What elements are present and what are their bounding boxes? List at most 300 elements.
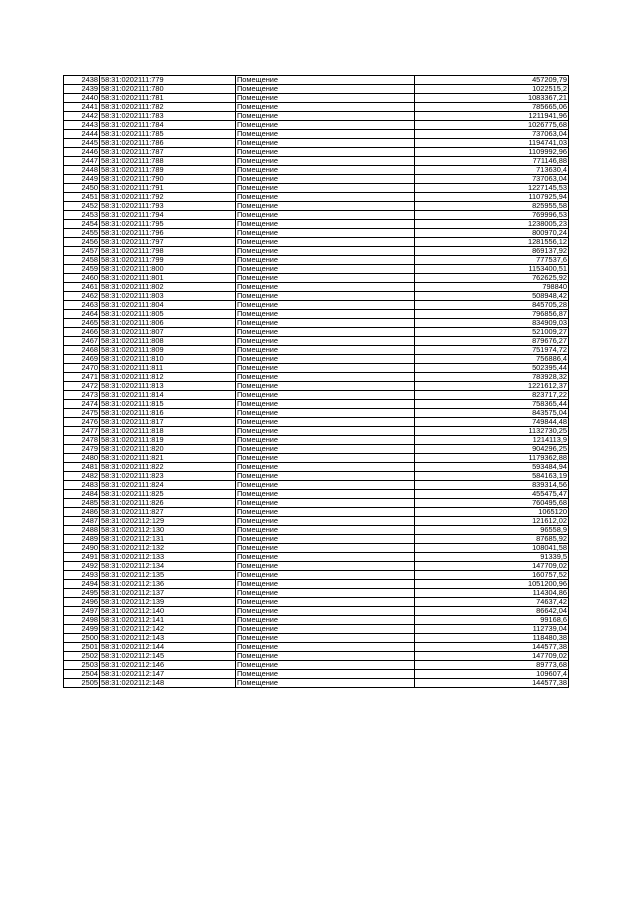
- row-number-cell: 2497: [64, 607, 100, 616]
- cadastral-number-cell: 58:31:0202111:812: [100, 373, 236, 382]
- row-number-cell: 2483: [64, 481, 100, 490]
- object-type-cell: Помещение: [236, 211, 415, 220]
- table-row: [64, 229, 569, 238]
- object-type-cell: Помещение: [236, 76, 415, 85]
- object-type-cell: Помещение: [236, 247, 415, 256]
- cadastral-value-cell: 87685,92: [415, 535, 569, 544]
- object-type-cell: Помещение: [236, 202, 415, 211]
- row-number-cell: 2502: [64, 652, 100, 661]
- row-number-cell: 2478: [64, 436, 100, 445]
- cadastral-number-cell: 58:31:0202112:134: [100, 562, 236, 571]
- row-number-cell: 2490: [64, 544, 100, 553]
- cadastral-value-cell: 1109992,96: [415, 148, 569, 157]
- cadastral-value-cell: 1026775,68: [415, 121, 569, 130]
- object-type-cell: Помещение: [236, 427, 415, 436]
- cadastral-value-cell: 1211941,96: [415, 112, 569, 121]
- object-type-cell: Помещение: [236, 319, 415, 328]
- cadastral-number-cell: 58:31:0202112:147: [100, 670, 236, 679]
- table-row: [64, 427, 569, 436]
- row-number-cell: 2500: [64, 634, 100, 643]
- cadastral-value-cell: 121612,02: [415, 517, 569, 526]
- cadastral-number-cell: 58:31:0202111:779: [100, 76, 236, 85]
- cadastral-number-cell: 58:31:0202112:136: [100, 580, 236, 589]
- table-row: [64, 247, 569, 256]
- cadastral-number-cell: 58:31:0202111:808: [100, 337, 236, 346]
- row-number-cell: 2449: [64, 175, 100, 184]
- object-type-cell: Помещение: [236, 409, 415, 418]
- object-type-cell: Помещение: [236, 634, 415, 643]
- object-type-cell: Помещение: [236, 544, 415, 553]
- table-row: [64, 310, 569, 319]
- table-row: [64, 373, 569, 382]
- cadastral-value-cell: 737063,04: [415, 175, 569, 184]
- table-body: [64, 76, 569, 688]
- table-row: [64, 292, 569, 301]
- cadastral-number-cell: 58:31:0202111:826: [100, 499, 236, 508]
- table-row: [64, 661, 569, 670]
- cadastral-value-cell: 1051200,96: [415, 580, 569, 589]
- object-type-cell: Помещение: [236, 499, 415, 508]
- cadastral-value-cell: 1179362,88: [415, 454, 569, 463]
- cadastral-value-cell: 109607,4: [415, 670, 569, 679]
- row-number-cell: 2443: [64, 121, 100, 130]
- table-row: [64, 499, 569, 508]
- cadastral-number-cell: 58:31:0202111:816: [100, 409, 236, 418]
- cadastral-value-cell: 760495,68: [415, 499, 569, 508]
- cadastral-value-cell: 800970,24: [415, 229, 569, 238]
- cadastral-number-cell: 58:31:0202112:145: [100, 652, 236, 661]
- object-type-cell: Помещение: [236, 301, 415, 310]
- row-number-cell: 2451: [64, 193, 100, 202]
- cadastral-value-cell: 86642,04: [415, 607, 569, 616]
- row-number-cell: 2455: [64, 229, 100, 238]
- row-number-cell: 2505: [64, 679, 100, 688]
- cadastral-number-cell: 58:31:0202111:791: [100, 184, 236, 193]
- row-number-cell: 2463: [64, 301, 100, 310]
- row-number-cell: 2454: [64, 220, 100, 229]
- row-number-cell: 2450: [64, 184, 100, 193]
- cadastral-number-cell: 58:31:0202111:788: [100, 157, 236, 166]
- table-row: [64, 598, 569, 607]
- row-number-cell: 2474: [64, 400, 100, 409]
- table-row: [64, 211, 569, 220]
- cadastral-number-cell: 58:31:0202112:148: [100, 679, 236, 688]
- cadastral-value-cell: 147709,02: [415, 652, 569, 661]
- row-number-cell: 2485: [64, 499, 100, 508]
- cadastral-number-cell: 58:31:0202112:135: [100, 571, 236, 580]
- cadastral-number-cell: 58:31:0202111:807: [100, 328, 236, 337]
- cadastral-value-cell: 713630,4: [415, 166, 569, 175]
- object-type-cell: Помещение: [236, 526, 415, 535]
- cadastral-value-cell: 758365,44: [415, 400, 569, 409]
- cadastral-value-cell: 118480,38: [415, 634, 569, 643]
- object-type-cell: Помещение: [236, 463, 415, 472]
- row-number-cell: 2480: [64, 454, 100, 463]
- table-row: [64, 166, 569, 175]
- cadastral-value-cell: 1194741,03: [415, 139, 569, 148]
- cadastral-value-cell: 737063,04: [415, 130, 569, 139]
- table-row: [64, 652, 569, 661]
- cadastral-value-cell: 74637,42: [415, 598, 569, 607]
- row-number-cell: 2459: [64, 265, 100, 274]
- cadastral-value-cell: 144577,38: [415, 679, 569, 688]
- cadastral-value-cell: 112739,04: [415, 625, 569, 634]
- row-number-cell: 2460: [64, 274, 100, 283]
- row-number-cell: 2498: [64, 616, 100, 625]
- cadastral-value-cell: 845705,28: [415, 301, 569, 310]
- row-number-cell: 2492: [64, 562, 100, 571]
- cadastral-number-cell: 58:31:0202111:782: [100, 103, 236, 112]
- cadastral-value-cell: 89773,68: [415, 661, 569, 670]
- table-row: [64, 139, 569, 148]
- cadastral-number-cell: 58:31:0202111:815: [100, 400, 236, 409]
- cadastral-value-cell: 769996,53: [415, 211, 569, 220]
- table-row: [64, 634, 569, 643]
- cadastral-value-cell: 147709,02: [415, 562, 569, 571]
- table-row: [64, 562, 569, 571]
- table-row: [64, 220, 569, 229]
- cadastral-number-cell: 58:31:0202111:787: [100, 148, 236, 157]
- object-type-cell: Помещение: [236, 238, 415, 247]
- object-type-cell: Помещение: [236, 112, 415, 121]
- cadastral-value-cell: 751974,72: [415, 346, 569, 355]
- row-number-cell: 2469: [64, 355, 100, 364]
- table-row: [64, 607, 569, 616]
- table-row: [64, 328, 569, 337]
- row-number-cell: 2461: [64, 283, 100, 292]
- table-row: [64, 94, 569, 103]
- table-row: [64, 301, 569, 310]
- object-type-cell: Помещение: [236, 436, 415, 445]
- cadastral-number-cell: 58:31:0202112:130: [100, 526, 236, 535]
- object-type-cell: Помещение: [236, 670, 415, 679]
- table-row: [64, 472, 569, 481]
- table-row: [64, 184, 569, 193]
- table-row: [64, 643, 569, 652]
- cadastral-number-cell: 58:31:0202112:143: [100, 634, 236, 643]
- table-row: [64, 400, 569, 409]
- table-row: [64, 283, 569, 292]
- table-row: [64, 553, 569, 562]
- row-number-cell: 2484: [64, 490, 100, 499]
- cadastral-value-cell: 823717,22: [415, 391, 569, 400]
- row-number-cell: 2495: [64, 589, 100, 598]
- table-row: [64, 490, 569, 499]
- cadastral-value-cell: 834909,03: [415, 319, 569, 328]
- cadastral-value-cell: 593484,94: [415, 463, 569, 472]
- cadastral-number-cell: 58:31:0202111:804: [100, 301, 236, 310]
- cadastral-number-cell: 58:31:0202111:784: [100, 121, 236, 130]
- object-type-cell: Помещение: [236, 481, 415, 490]
- object-type-cell: Помещение: [236, 454, 415, 463]
- row-number-cell: 2487: [64, 517, 100, 526]
- table-row: [64, 355, 569, 364]
- row-number-cell: 2481: [64, 463, 100, 472]
- row-number-cell: 2471: [64, 373, 100, 382]
- cadastral-number-cell: 58:31:0202111:827: [100, 508, 236, 517]
- object-type-cell: Помещение: [236, 643, 415, 652]
- cadastral-value-cell: 904296,25: [415, 445, 569, 454]
- object-type-cell: Помещение: [236, 193, 415, 202]
- cadastral-number-cell: 58:31:0202111:821: [100, 454, 236, 463]
- table-row: [64, 274, 569, 283]
- cadastral-value-cell: 144577,38: [415, 643, 569, 652]
- cadastral-value-cell: 783928,32: [415, 373, 569, 382]
- object-type-cell: Помещение: [236, 328, 415, 337]
- cadastral-number-cell: 58:31:0202111:813: [100, 382, 236, 391]
- cadastral-value-cell: 1132730,25: [415, 427, 569, 436]
- object-type-cell: Помещение: [236, 130, 415, 139]
- cadastral-value-cell: 1281556,12: [415, 238, 569, 247]
- cadastral-number-cell: 58:31:0202111:818: [100, 427, 236, 436]
- cadastral-value-cell: 879676,27: [415, 337, 569, 346]
- cadastral-number-cell: 58:31:0202111:792: [100, 193, 236, 202]
- row-number-cell: 2456: [64, 238, 100, 247]
- table-row: [64, 337, 569, 346]
- cadastral-value-cell: 1022515,2: [415, 85, 569, 94]
- cadastral-value-cell: 502395,44: [415, 364, 569, 373]
- table-row: [64, 679, 569, 688]
- cadastral-number-cell: 58:31:0202112:142: [100, 625, 236, 634]
- table-row: [64, 535, 569, 544]
- object-type-cell: Помещение: [236, 571, 415, 580]
- object-type-cell: Помещение: [236, 607, 415, 616]
- row-number-cell: 2467: [64, 337, 100, 346]
- object-type-cell: Помещение: [236, 220, 415, 229]
- table-row: [64, 175, 569, 184]
- cadastral-number-cell: 58:31:0202111:820: [100, 445, 236, 454]
- object-type-cell: Помещение: [236, 373, 415, 382]
- object-type-cell: Помещение: [236, 580, 415, 589]
- cadastral-number-cell: 58:31:0202111:823: [100, 472, 236, 481]
- object-type-cell: Помещение: [236, 139, 415, 148]
- table-row: [64, 202, 569, 211]
- object-type-cell: Помещение: [236, 265, 415, 274]
- row-number-cell: 2503: [64, 661, 100, 670]
- object-type-cell: Помещение: [236, 337, 415, 346]
- cadastral-value-cell: 777537,6: [415, 256, 569, 265]
- row-number-cell: 2448: [64, 166, 100, 175]
- table-row: [64, 454, 569, 463]
- cadastral-value-cell: 455475,47: [415, 490, 569, 499]
- table-row: [64, 616, 569, 625]
- cadastral-number-cell: 58:31:0202111:817: [100, 418, 236, 427]
- table-row: [64, 364, 569, 373]
- table-row: [64, 382, 569, 391]
- cadastral-number-cell: 58:31:0202111:814: [100, 391, 236, 400]
- table-row: [64, 418, 569, 427]
- object-type-cell: Помещение: [236, 364, 415, 373]
- cadastral-value-cell: 1083367,21: [415, 94, 569, 103]
- cadastral-value-cell: 1107925,94: [415, 193, 569, 202]
- cadastral-number-cell: 58:31:0202111:811: [100, 364, 236, 373]
- object-type-cell: Помещение: [236, 292, 415, 301]
- cadastral-value-cell: 762625,92: [415, 274, 569, 283]
- cadastral-number-cell: 58:31:0202111:790: [100, 175, 236, 184]
- cadastral-number-cell: 58:31:0202112:146: [100, 661, 236, 670]
- table-row: [64, 157, 569, 166]
- cadastral-number-cell: 58:31:0202111:781: [100, 94, 236, 103]
- object-type-cell: Помещение: [236, 229, 415, 238]
- cadastral-number-cell: 58:31:0202111:810: [100, 355, 236, 364]
- row-number-cell: 2444: [64, 130, 100, 139]
- cadastral-number-cell: 58:31:0202111:794: [100, 211, 236, 220]
- object-type-cell: Помещение: [236, 310, 415, 319]
- table-row: [64, 85, 569, 94]
- cadastral-value-cell: 839314,56: [415, 481, 569, 490]
- cadastral-number-cell: 58:31:0202111:809: [100, 346, 236, 355]
- cadastral-number-cell: 58:31:0202111:780: [100, 85, 236, 94]
- cadastral-number-cell: 58:31:0202111:806: [100, 319, 236, 328]
- cadastral-number-cell: 58:31:0202111:824: [100, 481, 236, 490]
- row-number-cell: 2452: [64, 202, 100, 211]
- table-row: [64, 589, 569, 598]
- object-type-cell: Помещение: [236, 589, 415, 598]
- table-row: [64, 346, 569, 355]
- cadastral-number-cell: 58:31:0202112:141: [100, 616, 236, 625]
- row-number-cell: 2462: [64, 292, 100, 301]
- table-row: [64, 544, 569, 553]
- cadastral-value-cell: 99168,6: [415, 616, 569, 625]
- cadastral-number-cell: 58:31:0202112:140: [100, 607, 236, 616]
- table-row: [64, 508, 569, 517]
- table-row: [64, 112, 569, 121]
- object-type-cell: Помещение: [236, 661, 415, 670]
- row-number-cell: 2488: [64, 526, 100, 535]
- row-number-cell: 2491: [64, 553, 100, 562]
- cadastral-value-cell: 869137,92: [415, 247, 569, 256]
- cadastral-value-cell: 584163,19: [415, 472, 569, 481]
- cadastral-value-cell: 756886,4: [415, 355, 569, 364]
- cadastral-number-cell: 58:31:0202112:129: [100, 517, 236, 526]
- row-number-cell: 2486: [64, 508, 100, 517]
- table-row: [64, 121, 569, 130]
- object-type-cell: Помещение: [236, 517, 415, 526]
- row-number-cell: 2477: [64, 427, 100, 436]
- cadastral-number-cell: 58:31:0202111:800: [100, 265, 236, 274]
- cadastral-value-cell: 108041,58: [415, 544, 569, 553]
- table-row: [64, 130, 569, 139]
- row-number-cell: 2439: [64, 85, 100, 94]
- cadastral-value-cell: 521009,27: [415, 328, 569, 337]
- object-type-cell: Помещение: [236, 616, 415, 625]
- table-row: [64, 193, 569, 202]
- object-type-cell: Помещение: [236, 175, 415, 184]
- object-type-cell: Помещение: [236, 391, 415, 400]
- table-row: [64, 256, 569, 265]
- object-type-cell: Помещение: [236, 157, 415, 166]
- object-type-cell: Помещение: [236, 103, 415, 112]
- cadastral-number-cell: 58:31:0202112:137: [100, 589, 236, 598]
- cadastral-value-cell: 825955,58: [415, 202, 569, 211]
- cadastral-number-cell: 58:31:0202111:789: [100, 166, 236, 175]
- cadastral-number-cell: 58:31:0202111:797: [100, 238, 236, 247]
- row-number-cell: 2470: [64, 364, 100, 373]
- cadastral-value-cell: 749844,48: [415, 418, 569, 427]
- cadastral-number-cell: 58:31:0202111:822: [100, 463, 236, 472]
- object-type-cell: Помещение: [236, 346, 415, 355]
- row-number-cell: 2489: [64, 535, 100, 544]
- cadastral-number-cell: 58:31:0202111:802: [100, 283, 236, 292]
- object-type-cell: Помещение: [236, 85, 415, 94]
- table-row: [64, 571, 569, 580]
- cadastral-number-cell: 58:31:0202111:819: [100, 436, 236, 445]
- table-row: [64, 526, 569, 535]
- row-number-cell: 2438: [64, 76, 100, 85]
- table-row: [64, 319, 569, 328]
- object-type-cell: Помещение: [236, 418, 415, 427]
- cadastral-value-cell: 1214113,9: [415, 436, 569, 445]
- row-number-cell: 2493: [64, 571, 100, 580]
- cadastral-value-cell: 798840: [415, 283, 569, 292]
- object-type-cell: Помещение: [236, 445, 415, 454]
- row-number-cell: 2458: [64, 256, 100, 265]
- table-row: [64, 391, 569, 400]
- table-row: [64, 445, 569, 454]
- table-row: [64, 670, 569, 679]
- row-number-cell: 2447: [64, 157, 100, 166]
- object-type-cell: Помещение: [236, 274, 415, 283]
- cadastral-value-cell: 96558,9: [415, 526, 569, 535]
- object-type-cell: Помещение: [236, 562, 415, 571]
- cadastral-value-cell: 1153400,51: [415, 265, 569, 274]
- row-number-cell: 2501: [64, 643, 100, 652]
- table-row: [64, 481, 569, 490]
- cadastral-value-cell: 771146,88: [415, 157, 569, 166]
- cadastral-value-cell: 843575,04: [415, 409, 569, 418]
- object-type-cell: Помещение: [236, 256, 415, 265]
- row-number-cell: 2457: [64, 247, 100, 256]
- cadastral-number-cell: 58:31:0202111:786: [100, 139, 236, 148]
- cadastral-number-cell: 58:31:0202111:785: [100, 130, 236, 139]
- cadastral-number-cell: 58:31:0202112:133: [100, 553, 236, 562]
- row-number-cell: 2445: [64, 139, 100, 148]
- table-row: [64, 409, 569, 418]
- cadastral-value-cell: 1238005,23: [415, 220, 569, 229]
- row-number-cell: 2494: [64, 580, 100, 589]
- object-type-cell: Помещение: [236, 184, 415, 193]
- table-row: [64, 238, 569, 247]
- table-row: [64, 580, 569, 589]
- row-number-cell: 2504: [64, 670, 100, 679]
- cadastral-number-cell: 58:31:0202112:144: [100, 643, 236, 652]
- cadastral-number-cell: 58:31:0202111:803: [100, 292, 236, 301]
- table-row: [64, 76, 569, 85]
- row-number-cell: 2476: [64, 418, 100, 427]
- cadastral-number-cell: 58:31:0202111:795: [100, 220, 236, 229]
- row-number-cell: 2473: [64, 391, 100, 400]
- row-number-cell: 2442: [64, 112, 100, 121]
- cadastral-value-cell: 1221612,37: [415, 382, 569, 391]
- cadastral-number-cell: 58:31:0202112:132: [100, 544, 236, 553]
- object-type-cell: Помещение: [236, 625, 415, 634]
- cadastral-value-cell: 457209,79: [415, 76, 569, 85]
- cadastral-value-cell: 160757,52: [415, 571, 569, 580]
- object-type-cell: Помещение: [236, 679, 415, 688]
- cadastral-value-cell: 114304,86: [415, 589, 569, 598]
- cadastral-value-cell: 785665,06: [415, 103, 569, 112]
- cadastral-number-cell: 58:31:0202111:793: [100, 202, 236, 211]
- row-number-cell: 2465: [64, 319, 100, 328]
- object-type-cell: Помещение: [236, 535, 415, 544]
- cadastral-value-cell: 508948,42: [415, 292, 569, 301]
- object-type-cell: Помещение: [236, 121, 415, 130]
- object-type-cell: Помещение: [236, 355, 415, 364]
- table-row: [64, 463, 569, 472]
- cadastral-value-cell: 796856,87: [415, 310, 569, 319]
- table-row: [64, 148, 569, 157]
- cadastral-number-cell: 58:31:0202112:131: [100, 535, 236, 544]
